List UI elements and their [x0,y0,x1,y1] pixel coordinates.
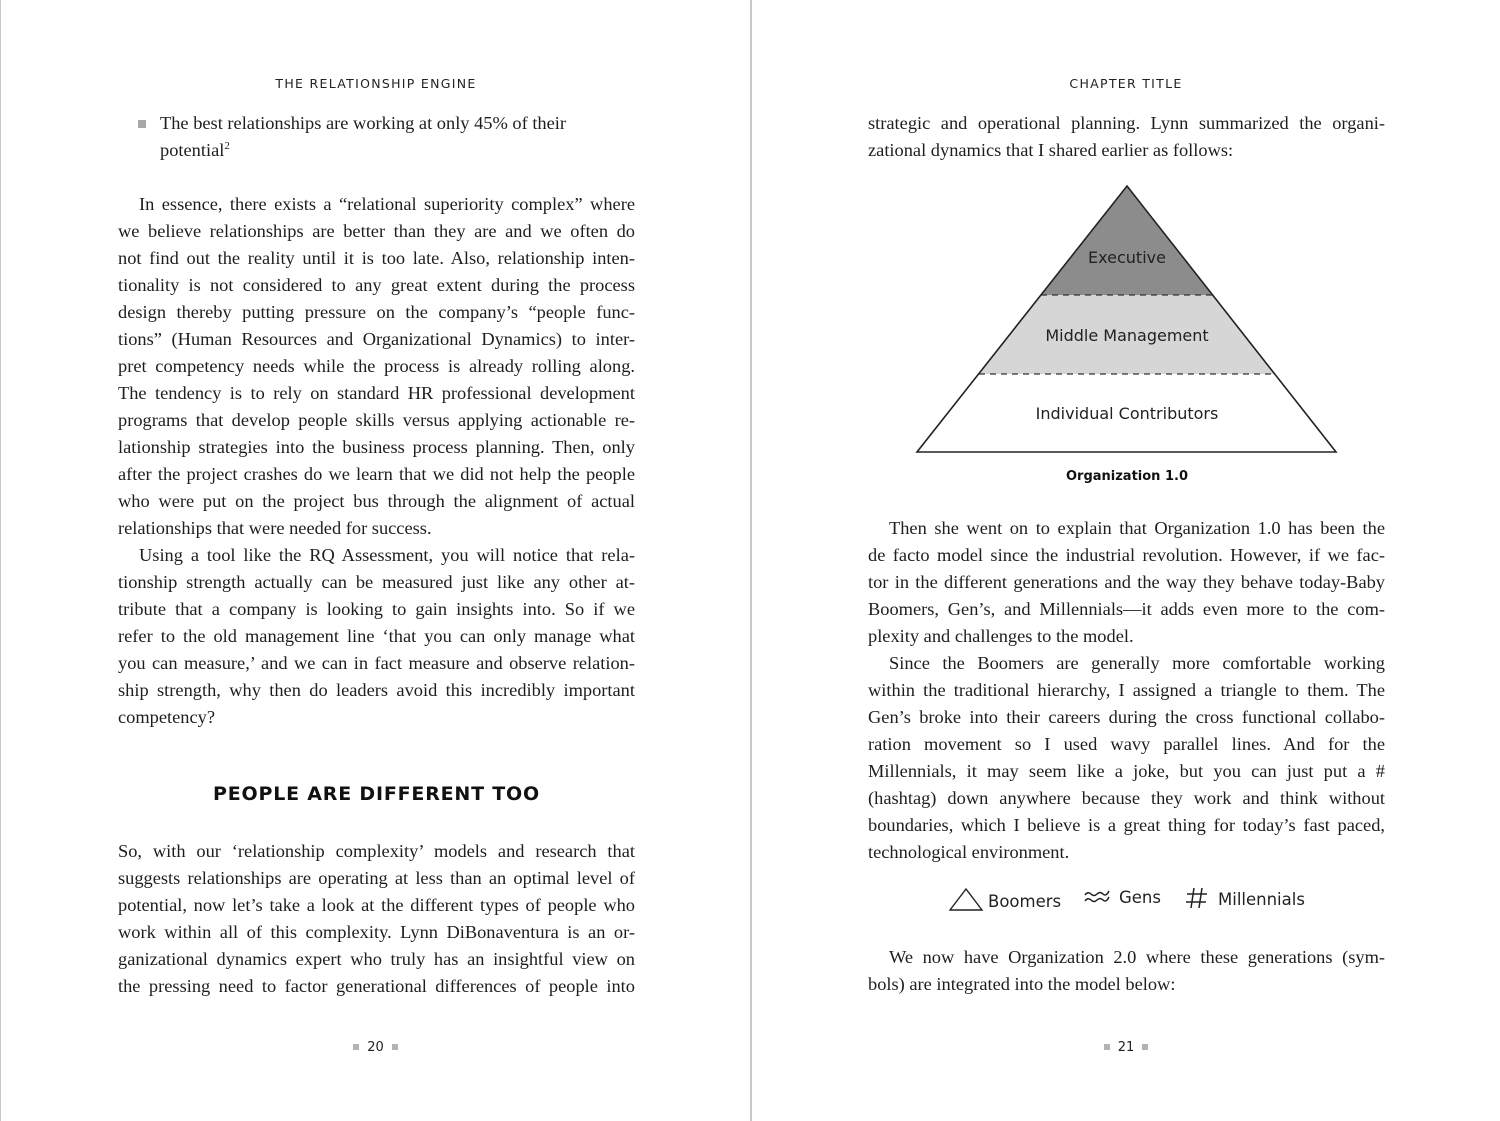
diagram-caption: Organization 1.0 [1065,469,1189,484]
text-line: tionship strength actually can be measured just like any other at- [118,572,635,592]
text-line: ration movement so I used wavy parallel lines. And for the [868,734,1385,754]
bullet-line: The best relationships are working at only 45% of their [160,113,567,133]
text-line: you can measure,’ and we can in fact measure and observe relation- [118,653,635,673]
text-line: Gen’s broke into their careers during the cross functional collabo- [868,707,1385,727]
text-line: work within all of this complexity. Lynn DiBonaventura is an or- [118,922,635,942]
text-line: bols) are integrated into the model below: [868,974,1176,994]
text-line: potential, now let’s take a look at the different types of people who [118,895,635,915]
right-page [752,0,1500,1121]
legend-label: Boomers [988,892,1062,911]
text-line: relationships that were needed for success. [118,518,432,538]
text-line: the pressing need to factor generational differences of people into [118,976,635,996]
folio-square-icon [1142,1044,1148,1050]
text-line: programs that develop people skills versus applying actionable re- [118,410,635,430]
text-line: Then she went on to explain that Organization 1.0 has been the [889,518,1385,538]
text-line: not find out the reality until it is too late. Also, relationship inten- [118,248,635,268]
text-line: ganizational dynamics expert who truly has an insightful view on [118,949,635,969]
legend-item-millennials [1185,886,1305,910]
text-line: after the project crashes do we learn that we did not help the people [118,464,635,484]
text-line: The tendency is to rely on standard HR professional development [118,383,635,403]
section-heading: PEOPLE ARE DIFFERENT TOO [213,783,540,805]
text-line: lationship strategies into the business process planning. Then, only [118,437,635,457]
text-line: Boomers, Gen’s, and Millennials—it adds even more to the com- [868,599,1385,619]
legend-label: Gens [1119,888,1161,907]
text-line: suggests relationships are operating at less than an optimal level of [118,868,635,888]
text-line: zational dynamics that I shared earlier as follows: [868,140,1234,160]
text-line: (hashtag) down anywhere because they work and think without [868,788,1385,808]
text-line: tor in the different generations and the way they behave today-Baby [868,572,1385,592]
text-line: Using a tool like the RQ Assessment, you will notice that rela- [139,545,635,565]
text-line: who were put on the project bus through the alignment of actual [118,491,635,511]
text-line: tions” (Human Resources and Organizational Dynamics) to inter- [118,329,635,349]
text-line: tribute that a company is looking to gain insights into. So if we [118,599,635,619]
text-line: boundaries, which I believe is a great thing for today’s fast paced, [868,815,1385,835]
pyramid-tier-executive [1041,186,1213,295]
page-number [752,1040,1500,1055]
text-line: strategic and operational planning. Lynn summarized the organi- [868,113,1385,133]
running-head: CHAPTER TITLE [1069,76,1183,91]
text-line: plexity and challenges to the model. [868,626,1134,646]
bullet-line: potential$^2$ [160,139,230,160]
text-line: Since the Boomers are generally more comfortable working [889,653,1385,673]
text-line: we believe relationships are better than they are and we often do [118,221,635,241]
folio-square-icon [1104,1044,1110,1050]
tier-label: Middle Management [1045,326,1209,345]
text-line: technological environment. [868,842,1070,862]
text-line: competency? [118,707,216,727]
text-line: ship strength, why then do leaders avoid this incredibly important [118,680,635,700]
text-line: design thereby putting pressure on the company’s “people func- [118,302,635,322]
tier-label: Individual Contributors [1035,404,1219,423]
footnote-marker: 2 [224,139,230,152]
text-line: refer to the old management line ‘that you can only manage what [118,626,635,646]
text-line: pret competency needs while the process is already rolling along. [118,356,635,376]
text-line: de facto model since the industrial revolution. However, if we fac- [868,545,1385,565]
legend-item-boomers [948,886,1061,912]
legend-item-gens [1084,886,1161,907]
triangle-icon [948,886,984,912]
page-number [1,1040,750,1055]
folio-square-icon [392,1044,398,1050]
page-number-text: 21 [1117,1040,1135,1055]
text-line: Millennials, it may seem like a joke, but you can just put a # [868,761,1385,781]
text-line: So, with our ‘relationship complexity’ models and research that [118,841,635,861]
hashtag-icon [1185,886,1209,910]
running-head: THE RELATIONSHIP ENGINE [275,76,477,91]
bullet-square-icon [138,120,146,128]
tier-label: Executive [1088,248,1166,267]
legend-label: Millennials [1218,890,1305,909]
text-line: We now have Organization 2.0 where these generations (sym- [889,947,1385,967]
page-number-text: 20 [367,1040,384,1055]
wavy-lines-icon [1084,886,1110,906]
text-line: In essence, there exists a “relational superiority complex” where [139,194,635,214]
organization-pyramid-diagram [752,0,1500,500]
text-line: within the traditional hierarchy, I assigned a triangle to them. The [868,680,1385,700]
text-line: tionality is not considered to any great extent during the process [118,275,635,295]
folio-square-icon [353,1044,359,1050]
